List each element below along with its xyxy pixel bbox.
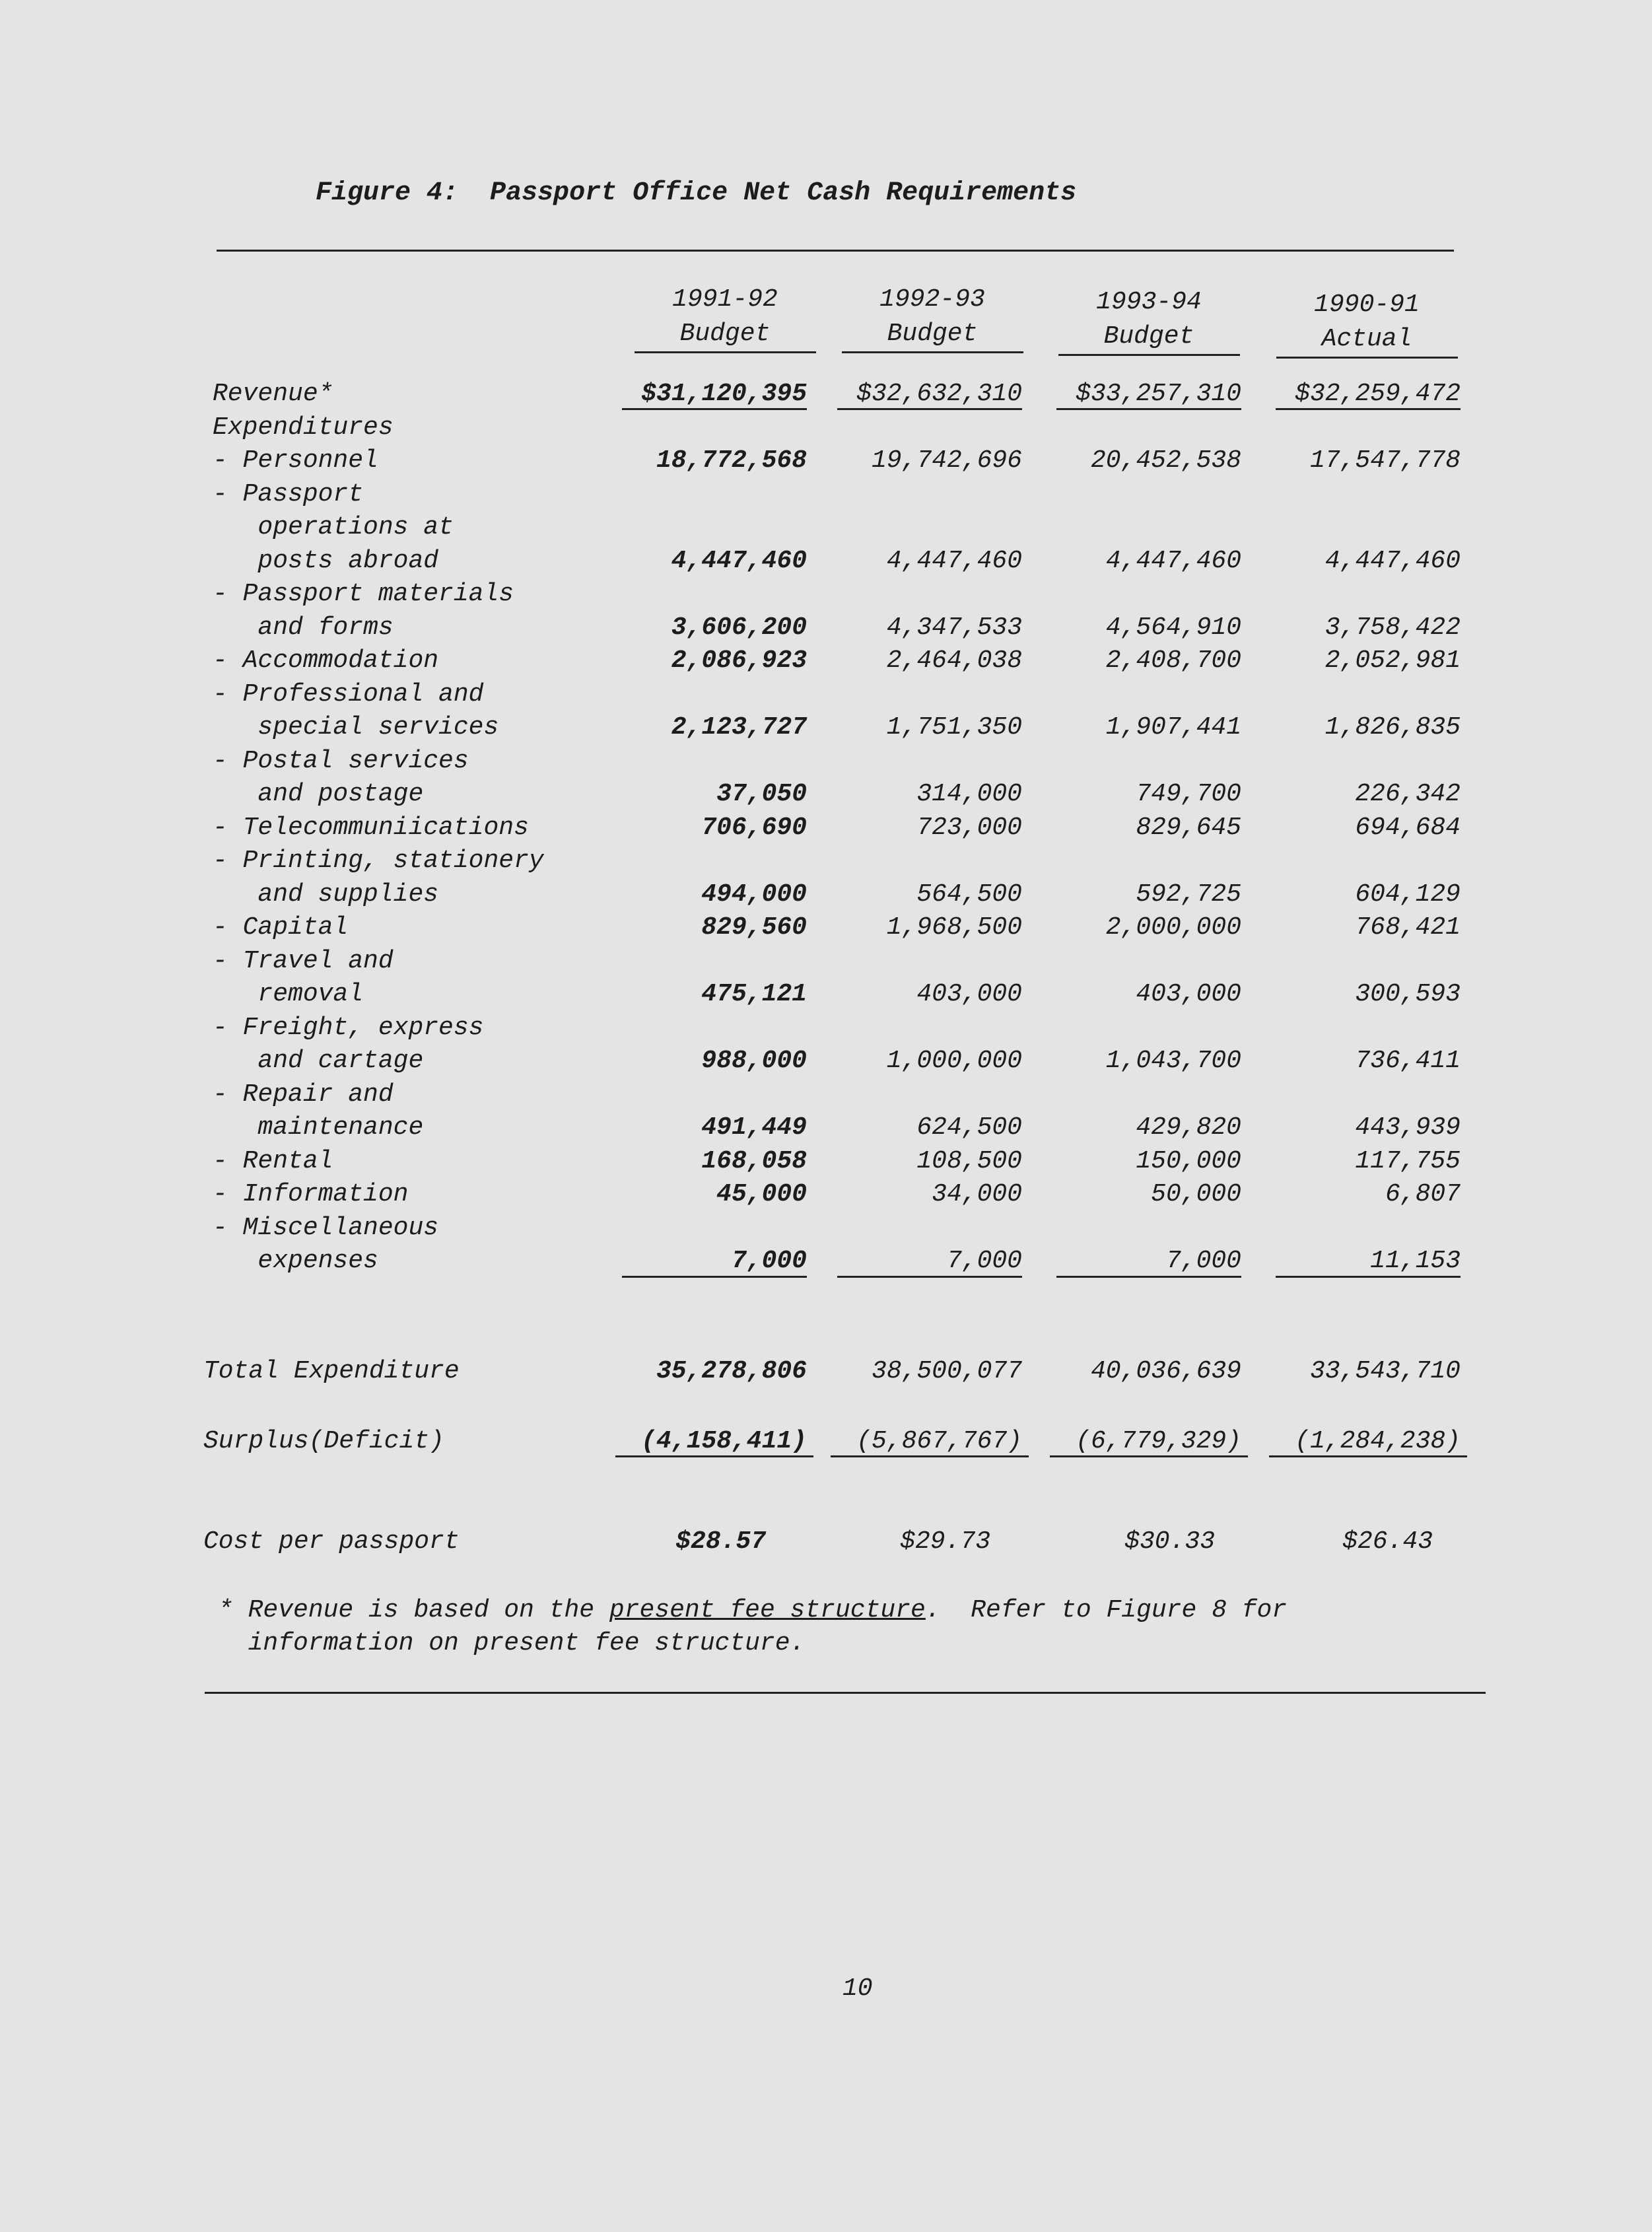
expense-row-value-col-4: 768,421 — [1355, 913, 1461, 942]
expense-row-label: - Passport — [213, 479, 364, 508]
expense-row-label: special services — [213, 713, 499, 742]
expense-row-value-col-1: 988,000 — [701, 1047, 807, 1075]
expense-row-value-col-2: 564,500 — [916, 880, 1022, 909]
column-header-1992-93: 1992-93 Budget — [840, 283, 1025, 353]
expense-row-value-col-4: 11,153 — [1370, 1247, 1461, 1275]
expense-row-label: - Capital — [213, 913, 349, 942]
expense-row-value-col-1: 45,000 — [716, 1180, 807, 1208]
expense-row-label: - Telecommuniications — [213, 813, 529, 842]
expense-row-value-col-3: 1,043,700 — [1105, 1047, 1241, 1075]
expense-row-value-col-3: 20,452,538 — [1090, 446, 1241, 475]
surplus-underline — [831, 1455, 1029, 1457]
expense-row-value-col-2: 2,464,038 — [886, 646, 1022, 675]
column-header-1990-91: 1990-91 Actual — [1274, 288, 1459, 359]
revenue-value-col-1: $31,120,395 — [641, 380, 807, 408]
expense-row-value-col-3: 150,000 — [1136, 1146, 1241, 1175]
bottom-rule — [205, 1692, 1486, 1694]
expense-row-value-col-4: 4,447,460 — [1325, 546, 1461, 575]
expense-row-label: expenses — [213, 1247, 378, 1275]
expense-row-value-col-3: 1,907,441 — [1105, 713, 1241, 742]
expense-row-value-col-3: 403,000 — [1136, 980, 1241, 1008]
expense-row-value-col-2: 4,447,460 — [886, 546, 1022, 575]
expense-total-rule — [622, 1276, 807, 1278]
total-expenditure-value-col-1: 35,278,806 — [656, 1357, 807, 1385]
expense-row-label: - Information — [213, 1180, 409, 1208]
revenue-value-col-4: $32,259,472 — [1295, 380, 1461, 408]
expense-row-value-col-1: 706,690 — [701, 813, 807, 842]
expense-total-rule — [837, 1276, 1022, 1278]
expense-row-value-col-2: 7,000 — [946, 1247, 1022, 1275]
revenue-underline — [837, 408, 1022, 410]
expense-row-label: removal — [213, 980, 364, 1008]
expense-row-label: - Printing, stationery — [213, 847, 544, 875]
revenue-label: Revenue* — [213, 380, 333, 408]
cost-per-passport-value: $28.57 — [675, 1527, 766, 1556]
total-expenditure-value-col-4: 33,543,710 — [1309, 1357, 1461, 1385]
expense-row-value-col-4: 6,807 — [1385, 1180, 1461, 1208]
expense-row-label: - Passport materials — [213, 580, 514, 608]
expense-row-label: posts abroad — [213, 546, 439, 575]
expense-row-value-col-1: 37,050 — [716, 780, 807, 808]
surplus-deficit-label: Surplus(Deficit) — [203, 1427, 444, 1455]
cost-per-passport-value: $29.73 — [900, 1527, 990, 1556]
expense-row-value-col-1: 2,086,923 — [671, 646, 807, 675]
expense-row-value-col-3: 749,700 — [1136, 780, 1241, 808]
cost-per-passport-value: $26.43 — [1342, 1527, 1433, 1556]
expense-row-value-col-4: 443,939 — [1355, 1113, 1461, 1142]
expense-total-rule — [1276, 1276, 1461, 1278]
expense-row-value-col-2: 1,968,500 — [886, 913, 1022, 942]
expense-row-value-col-2: 403,000 — [916, 980, 1022, 1008]
expense-row-label: maintenance — [213, 1113, 424, 1142]
expense-row-value-col-4: 736,411 — [1355, 1047, 1461, 1075]
expenditures-label: Expenditures — [213, 413, 394, 442]
cost-per-passport-value: $30.33 — [1124, 1527, 1215, 1556]
expense-row-label: - Postal services — [213, 746, 469, 775]
expense-row-value-col-4: 694,684 — [1355, 813, 1461, 842]
figure-title: Figure 4: Passport Office Net Cash Requirements — [316, 178, 1077, 208]
expense-row-value-col-1: 2,123,727 — [671, 713, 807, 742]
expense-row-value-col-3: 50,000 — [1151, 1180, 1241, 1208]
expense-row-label: - Rental — [213, 1146, 333, 1175]
expense-row-value-col-2: 34,000 — [932, 1180, 1022, 1208]
expense-row-value-col-1: 475,121 — [701, 980, 807, 1008]
expense-row-value-col-2: 1,000,000 — [886, 1047, 1022, 1075]
expense-total-rule — [1056, 1276, 1241, 1278]
expense-row-value-col-1: 7,000 — [731, 1247, 807, 1275]
page-number: 10 — [843, 1974, 873, 2003]
expense-row-value-col-4: 226,342 — [1355, 780, 1461, 808]
title-rule — [217, 250, 1454, 252]
expense-row-value-col-1: 3,606,200 — [671, 613, 807, 642]
expense-row-label: - Personnel — [213, 446, 378, 475]
cost-per-passport-label: Cost per passport — [203, 1527, 460, 1556]
expense-row-value-col-3: 7,000 — [1165, 1247, 1241, 1275]
expense-row-value-col-3: 829,645 — [1136, 813, 1241, 842]
expense-row-value-col-3: 2,408,700 — [1105, 646, 1241, 675]
surplus-deficit-value-col-1: (4,158,411) — [641, 1427, 807, 1455]
expense-row-value-col-2: 19,742,696 — [871, 446, 1022, 475]
expense-row-value-col-2: 108,500 — [916, 1146, 1022, 1175]
revenue-footnote: * Revenue is based on the present fee structure. Refer to Figure 8 for information on present fee structure. — [218, 1596, 1288, 1657]
revenue-underline — [1276, 408, 1461, 410]
expense-row-label: and cartage — [213, 1047, 424, 1075]
expense-row-value-col-3: 2,000,000 — [1105, 913, 1241, 942]
revenue-value-col-3: $33,257,310 — [1076, 380, 1241, 408]
revenue-underline — [622, 408, 807, 410]
expense-row-value-col-2: 624,500 — [916, 1113, 1022, 1142]
expense-row-value-col-4: 604,129 — [1355, 880, 1461, 909]
expense-row-value-col-3: 592,725 — [1136, 880, 1241, 909]
expense-row-label: - Travel and — [213, 946, 394, 975]
surplus-deficit-value-col-4: (1,284,238) — [1295, 1427, 1461, 1455]
total-expenditure-label: Total Expenditure — [203, 1357, 460, 1385]
expense-row-value-col-2: 1,751,350 — [886, 713, 1022, 742]
expense-row-label: and forms — [213, 613, 394, 642]
revenue-underline — [1056, 408, 1241, 410]
surplus-underline — [615, 1455, 813, 1457]
expense-row-label: - Accommodation — [213, 646, 439, 675]
expense-row-value-col-4: 17,547,778 — [1309, 446, 1461, 475]
expense-row-value-col-2: 4,347,533 — [886, 613, 1022, 642]
expense-row-value-col-1: 168,058 — [701, 1146, 807, 1175]
expense-row-value-col-1: 4,447,460 — [671, 546, 807, 575]
expense-row-value-col-4: 3,758,422 — [1325, 613, 1461, 642]
expense-row-value-col-2: 314,000 — [916, 780, 1022, 808]
expense-row-label: and postage — [213, 780, 424, 808]
expense-row-value-col-3: 4,564,910 — [1105, 613, 1241, 642]
expense-row-value-col-1: 491,449 — [701, 1113, 807, 1142]
expense-row-label: - Professional and — [213, 680, 484, 709]
surplus-underline — [1269, 1455, 1467, 1457]
expense-row-value-col-2: 723,000 — [916, 813, 1022, 842]
expense-row-value-col-3: 429,820 — [1136, 1113, 1241, 1142]
expense-row-label: and supplies — [213, 880, 439, 909]
expense-row-value-col-4: 2,052,981 — [1325, 646, 1461, 675]
expense-row-value-col-3: 4,447,460 — [1105, 546, 1241, 575]
revenue-value-col-2: $32,632,310 — [856, 380, 1022, 408]
expense-row-label: - Repair and — [213, 1080, 394, 1109]
expense-row-label: - Freight, express — [213, 1013, 484, 1042]
expense-row-value-col-1: 829,560 — [701, 913, 807, 942]
column-header-1991-92: 1991-92 Budget — [633, 283, 817, 353]
surplus-deficit-value-col-3: (6,779,329) — [1076, 1427, 1241, 1455]
expense-row-value-col-1: 18,772,568 — [656, 446, 807, 475]
surplus-deficit-value-col-2: (5,867,767) — [856, 1427, 1022, 1455]
column-header-1993-94: 1993-94 Budget — [1056, 285, 1241, 356]
expense-row-label: - Miscellaneous — [213, 1213, 439, 1242]
expense-row-value-col-4: 1,826,835 — [1325, 713, 1461, 742]
expense-row-label: operations at — [213, 513, 454, 541]
expense-row-value-col-1: 494,000 — [701, 880, 807, 909]
surplus-underline — [1050, 1455, 1248, 1457]
expense-row-value-col-4: 117,755 — [1355, 1146, 1461, 1175]
total-expenditure-value-col-3: 40,036,639 — [1090, 1357, 1241, 1385]
total-expenditure-value-col-2: 38,500,077 — [871, 1357, 1022, 1385]
expense-row-value-col-4: 300,593 — [1355, 980, 1461, 1008]
